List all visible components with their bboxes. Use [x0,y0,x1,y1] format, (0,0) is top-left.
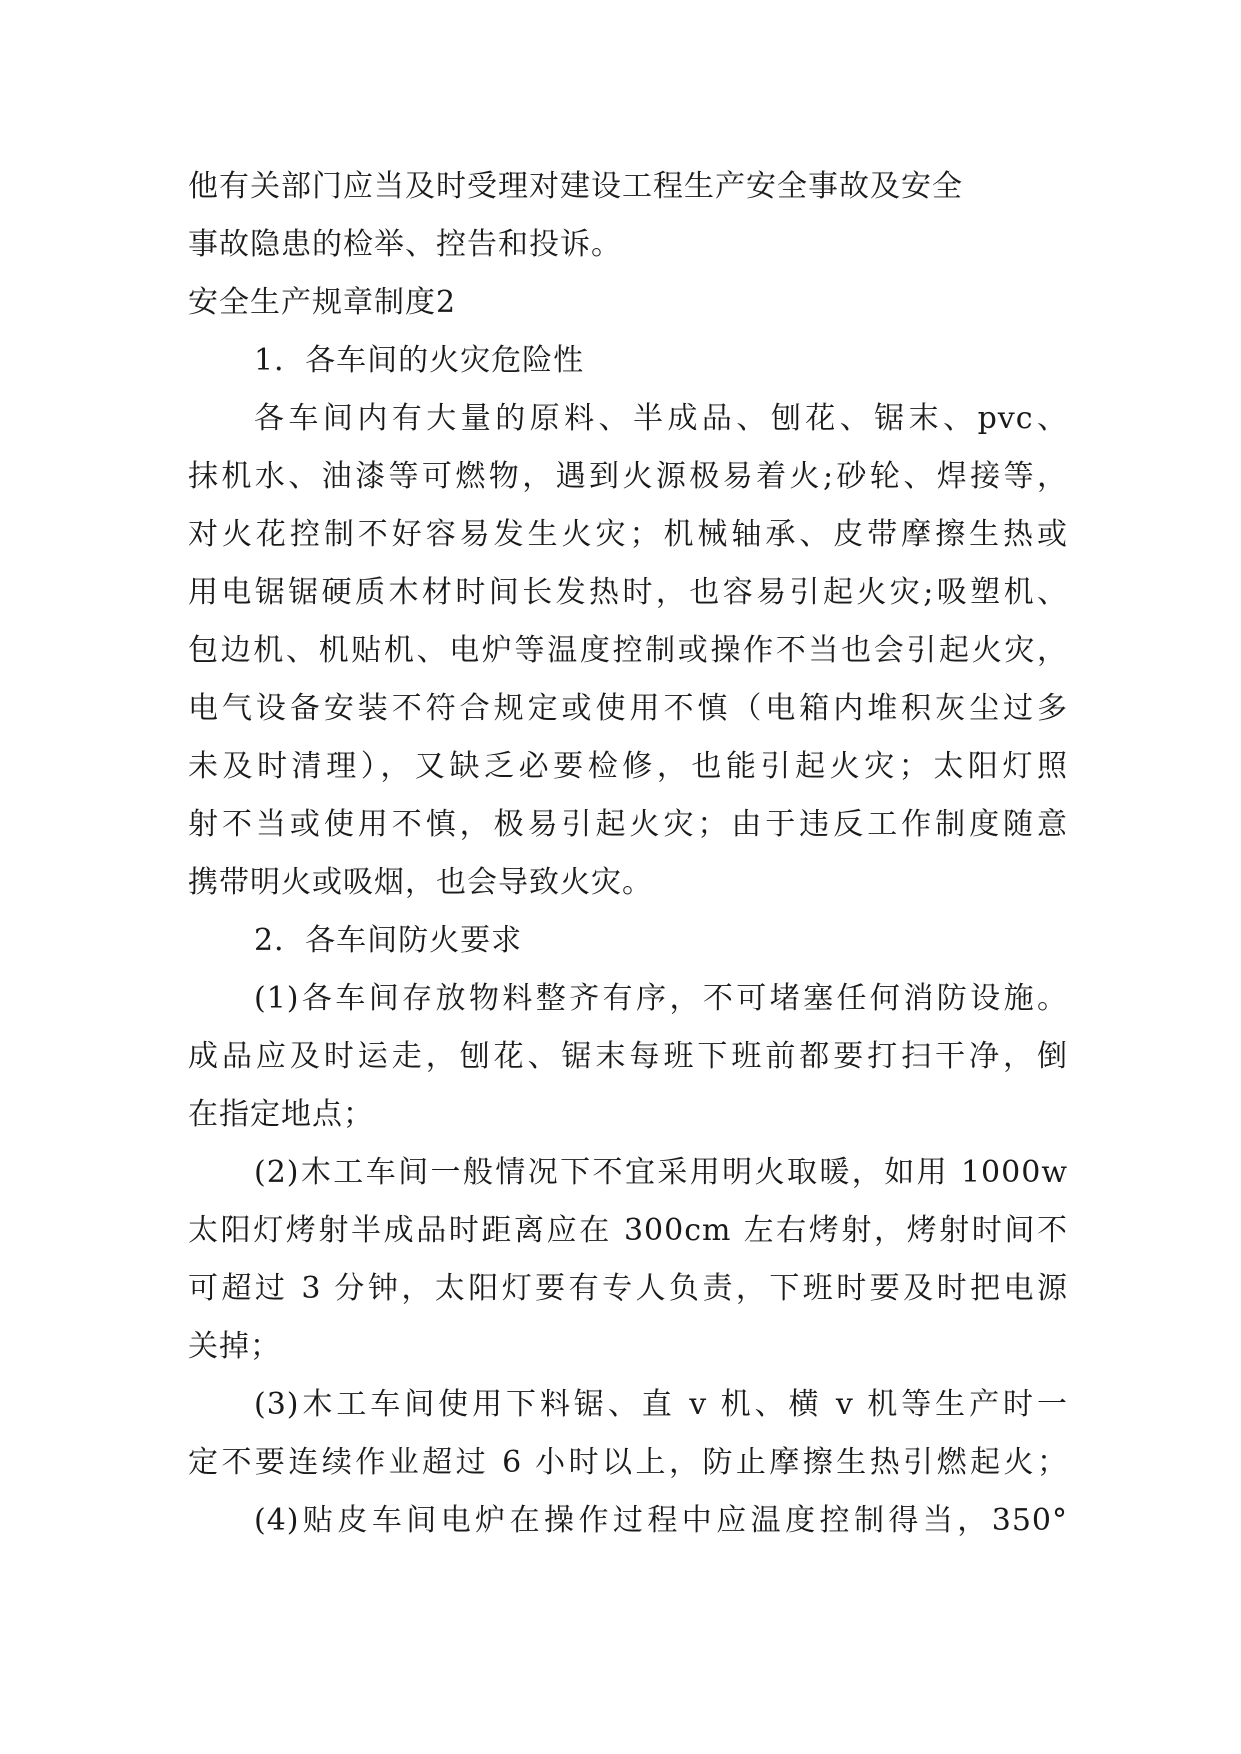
text-line: (3)木工车间使用下料锯、直 v 机、横 v 机等生产时一 [254,1387,1068,1422]
text-line: 太阳灯烤射半成品时距离应在 300cm 左右烤射，烤射时间不 [188,1213,1068,1248]
subsection-heading: 1．各车间的火灾危险性 [254,343,585,378]
text-line: 事故隐患的检举、控告和投诉。 [188,227,622,262]
text-line: 各车间内有大量的原料、半成品、刨花、锯末、pvc、 [254,401,1068,436]
text-line: 在指定地点； [188,1097,374,1132]
text-line: (4)贴皮车间电炉在操作过程中应温度控制得当，350° [254,1503,1068,1538]
text-line: 关掉； [188,1329,281,1364]
text-line: 成品应及时运走，刨花、锯末每班下班前都要打扫干净，倒 [188,1039,1068,1074]
section-heading: 安全生产规章制度2 [188,285,457,320]
text-line: (1)各车间存放物料整齐有序，不可堵塞任何消防设施。 [254,981,1068,1016]
text-line: 用电锯锯硬质木材时间长发热时，也容易引起火灾;吸塑机、 [188,575,1068,610]
text-line: 包边机、机贴机、电炉等温度控制或操作不当也会引起火灾， [188,633,1068,668]
text-line: 抹机水、油漆等可燃物，遇到火源极易着火;砂轮、焊接等， [188,459,1068,494]
text-line: (2)木工车间一般情况下不宜采用明火取暖，如用 1000w [254,1155,1068,1190]
text-line: 携带明火或吸烟，也会导致火灾。 [188,865,653,900]
subsection-heading: 2．各车间防火要求 [254,923,523,958]
text-line: 可超过 3 分钟，太阳灯要有专人负责，下班时要及时把电源 [188,1271,1068,1306]
text-line: 电气设备安装不符合规定或使用不慎（电箱内堆积灰尘过多 [188,691,1068,726]
text-line: 他有关部门应当及时受理对建设工程生产安全事故及安全 [188,169,963,204]
text-line: 对火花控制不好容易发生火灾；机械轴承、皮带摩擦生热或 [188,517,1068,552]
body-text [188,158,1068,1550]
text-line: 未及时清理），又缺乏必要检修，也能引起火灾；太阳灯照 [188,749,1068,784]
text-line: 定不要连续作业超过 6 小时以上，防止摩擦生热引燃起火； [188,1445,1068,1480]
text-line: 射不当或使用不慎，极易引起火灾；由于违反工作制度随意 [188,807,1068,842]
